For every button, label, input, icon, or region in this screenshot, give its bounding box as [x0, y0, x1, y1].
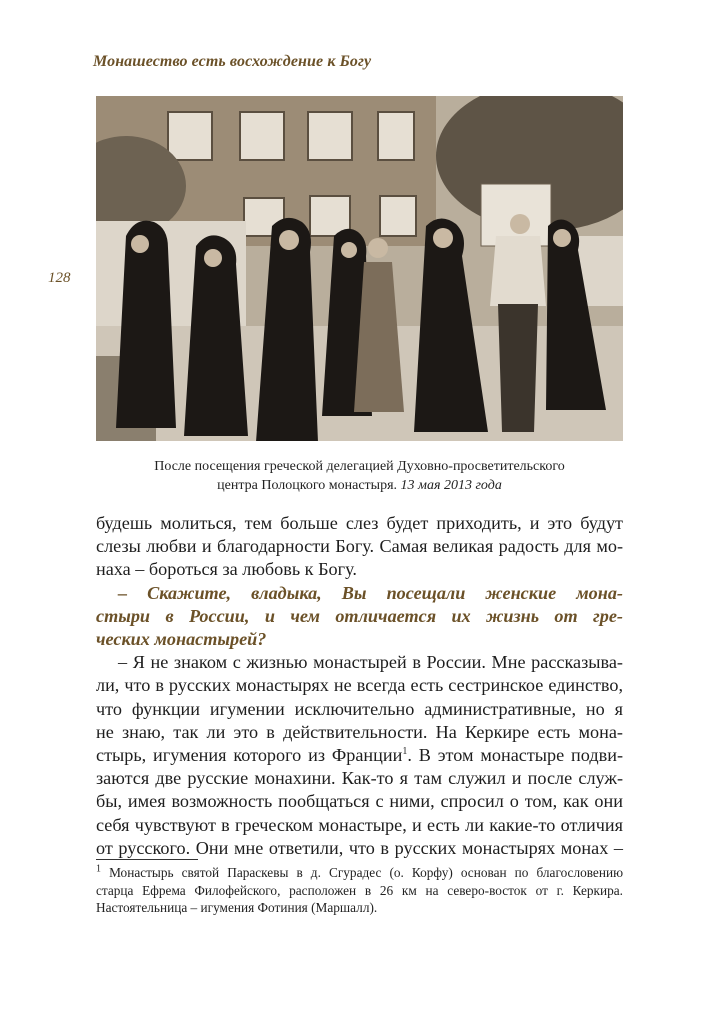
text-line: наха – бороться за любовь к Богу. — [96, 559, 357, 580]
caption-line-2 — [96, 476, 623, 495]
question-line: – Скажите, владыка, Вы посещали женские мона- — [118, 582, 623, 603]
text-line: бы, имея возможность пообщаться с ними, спросил о том, как они — [96, 791, 623, 812]
footnote-reference[interactable]: 1 — [402, 745, 408, 757]
question-line: ческих монастырей? — [96, 629, 267, 650]
text-fragment: стырь, игумения которого из Франции — [96, 745, 403, 766]
caption-text: центра Полоцкого монастыря. — [217, 478, 398, 493]
footnote-number: 1 — [96, 863, 101, 875]
text-fragment: . В этом монастыре подви- — [407, 745, 623, 766]
footnote — [96, 864, 623, 917]
photo-caption — [96, 457, 623, 495]
footnote-divider — [96, 859, 198, 860]
footnote-text: Монастырь святой Параскевы в д. Сгурадес (о. Корфу) основан по благословению — [109, 865, 623, 880]
page-number: 128 — [48, 270, 71, 286]
caption-date: 13 мая 2013 года — [400, 478, 502, 493]
footnote-line: Настоятельница – игумения Фотиния (Маршалл). — [96, 900, 378, 915]
text-line: не знаю, так ли это в действительности. На Керкире есть мона- — [96, 721, 623, 742]
body-text — [96, 512, 623, 860]
question-line: стыри в России, и чем отличается их жизнь от гре- — [96, 605, 623, 626]
text-line: заются две русские монахини. Как-то я там служил и после служ- — [96, 768, 623, 789]
text-line: что функции игумении исключительно административные, но я — [96, 698, 623, 719]
photo-illustration — [96, 96, 623, 441]
text-line: – Я не знаком с жизнью монастырей в России. Мне рассказыва- — [118, 652, 623, 673]
text-line: слезы любви и благодарности Богу. Самая великая радость для мо- — [96, 536, 623, 557]
photo-figure-trousers — [498, 304, 538, 432]
caption-line-1: После посещения греческой делегацией Духовно-просветительского — [154, 459, 565, 474]
text-line: себя чувствуют в греческом монастыре, и есть ли какие-то отличия — [96, 814, 623, 835]
text-line: от русского. Они мне ответили, что в русских монастырях монах – — [96, 837, 623, 858]
paragraph-1 — [96, 512, 623, 582]
footnote-line: старца Ефрема Филофейского, расположен в 26 км на северо-восток от г. Керкира. — [96, 882, 623, 898]
interview-answer — [96, 651, 623, 860]
text-line-with-footnote — [96, 744, 623, 767]
interview-question — [96, 582, 623, 652]
photo — [96, 96, 623, 441]
running-head: Монашество есть восхождение к Богу — [93, 53, 372, 70]
footnote-line — [96, 864, 623, 882]
text-line: ли, что в русских монастырях не всегда есть сестринское единство, — [96, 675, 623, 696]
text-line: будешь молиться, тем больше слез будет приходить, и это будут — [96, 513, 623, 533]
photo-figure-shirt — [490, 236, 546, 306]
